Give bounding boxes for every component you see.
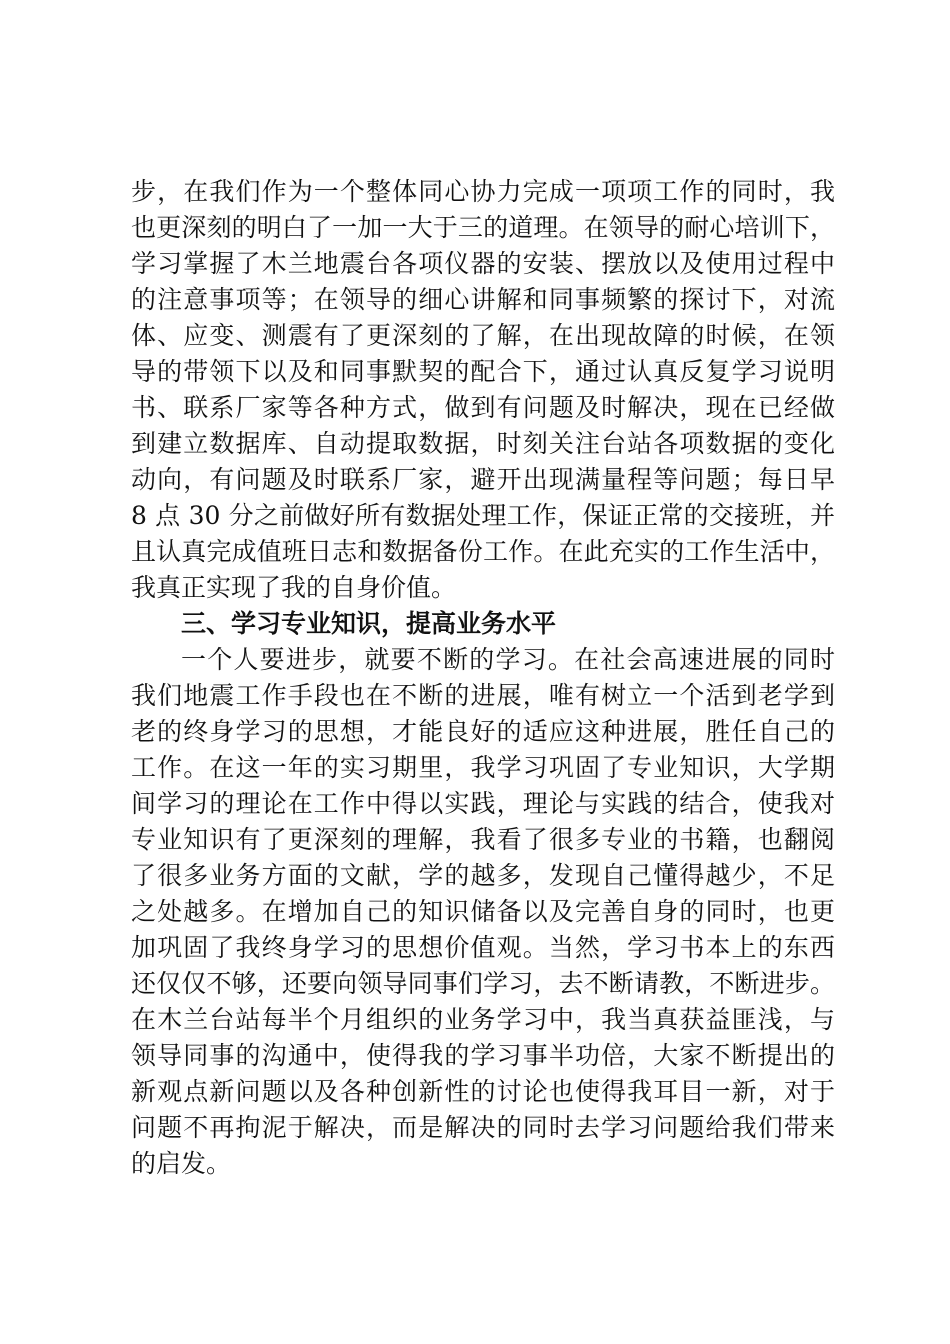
- text-line: 问题不再拘泥于解决，而是解决的同时去学习问题给我们带来: [131, 1113, 835, 1142]
- text-line: 还仅仅不够，还要向领导同事们学习，去不断请教，不断进步。: [131, 969, 835, 998]
- text-line: 的注意事项等；在领导的细心讲解和同事频繁的探讨下，对流: [131, 285, 835, 314]
- text-line: 到建立数据库、自动提取数据，时刻关注台站各项数据的变化: [131, 429, 835, 458]
- text-line: 在木兰台站每半个月组织的业务学习中，我当真获益匪浅，与: [131, 1005, 835, 1034]
- text-line: 加巩固了我终身学习的思想价值观。当然，学习书本上的东西: [131, 933, 835, 962]
- paragraph-work-experience: [131, 174, 835, 606]
- text-line: 的启发。: [131, 1149, 232, 1178]
- text-line: 动向，有问题及时联系厂家，避开出现满量程等问题；每日早: [131, 465, 835, 494]
- text-line: 专业知识有了更深刻的理解，我看了很多专业的书籍，也翻阅: [131, 825, 835, 854]
- section-heading: 三、学习专业知识，提高业务水平: [181, 609, 557, 638]
- text-line: 8 点 30 分之前做好所有数据处理工作，保证正常的交接班，并: [131, 501, 835, 530]
- text-line: 步，在我们作为一个整体同心协力完成一项项工作的同时，我: [131, 177, 835, 206]
- text-line: 老的终身学习的思想，才能良好的适应这种进展，胜任自己的: [131, 717, 835, 746]
- paragraph-study-knowledge: [131, 642, 835, 1182]
- text-line: 一个人要进步，就要不断的学习。在社会高速进展的同时: [181, 645, 835, 674]
- text-line: 学习掌握了木兰地震台各项仪器的安装、摆放以及使用过程中: [131, 249, 835, 278]
- text-line: 导的带领下以及和同事默契的配合下，通过认真反复学习说明: [131, 357, 835, 386]
- text-line: 且认真完成值班日志和数据备份工作。在此充实的工作生活中，: [131, 537, 835, 566]
- text-line: 体、应变、测震有了更深刻的了解，在出现故障的时候，在领: [131, 321, 835, 350]
- text-line: 我真正实现了我的自身价值。: [131, 573, 457, 602]
- text-line: 书、联系厂家等各种方式，做到有问题及时解决，现在已经做: [131, 393, 835, 422]
- text-line: 新观点新问题以及各种创新性的讨论也使得我耳目一新，对于: [131, 1077, 835, 1106]
- text-line: 工作。在这一年的实习期里，我学习巩固了专业知识，大学期: [131, 753, 835, 782]
- text-line: 了很多业务方面的文献，学的越多，发现自己懂得越少，不足: [131, 861, 835, 890]
- document-body: [131, 174, 835, 1182]
- text-line: 领导同事的沟通中，使得我的学习事半功倍，大家不断提出的: [131, 1041, 835, 1070]
- text-line: 之处越多。在增加自己的知识储备以及完善自身的同时，也更: [131, 897, 835, 926]
- text-line: 我们地震工作手段也在不断的进展，唯有树立一个活到老学到: [131, 681, 835, 710]
- text-line: 也更深刻的明白了一加一大于三的道理。在领导的耐心培训下，: [131, 213, 835, 242]
- text-line: 间学习的理论在工作中得以实践，理论与实践的结合，使我对: [131, 789, 835, 818]
